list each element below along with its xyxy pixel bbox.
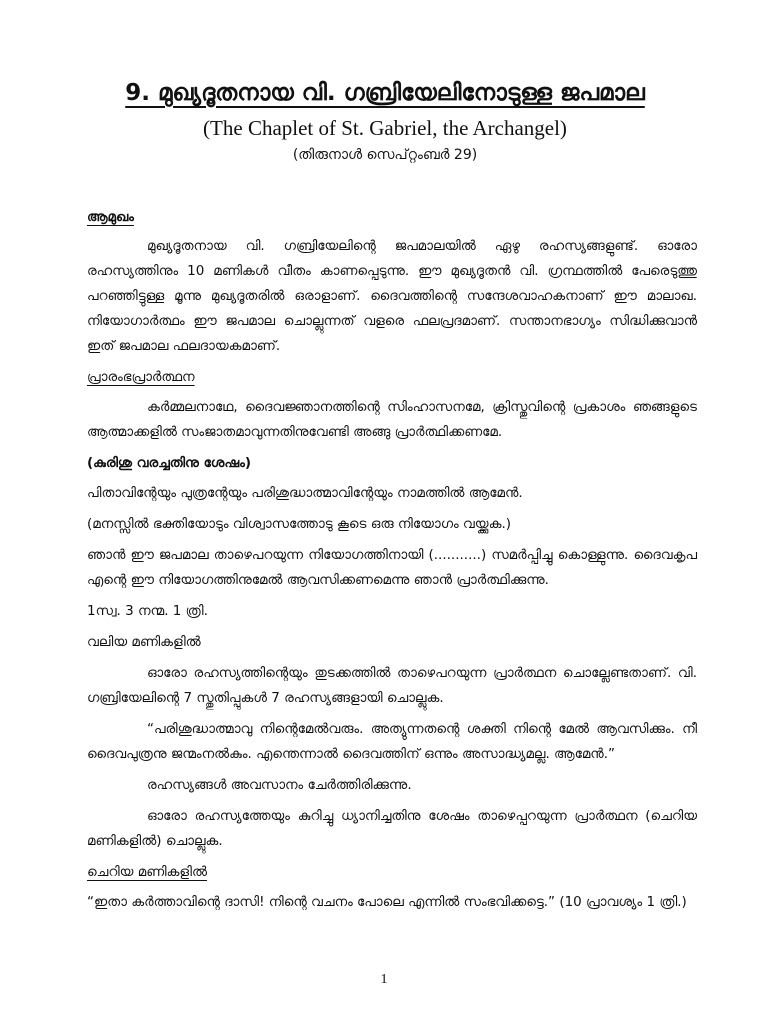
intention-note: (മനസ്സിൽ ഭക്തിയോടും വിശ്വാസത്തോടു കൂടെ ഒരു നിയോഗം വയ്ക്കുക.)	[87, 516, 512, 532]
intro-heading: ആമുഖം	[87, 209, 134, 225]
document-body	[87, 205, 697, 921]
page-title: 9. മുഖ്യദൂതനായ വി. ഗബ്രിയേലിനോടുള്ള ജപമാല	[125, 80, 645, 106]
small-beads-prayer: “ഇതാ കർത്താവിന്റെ ദാസി! നിന്റെ വചനം പോലെ എന്നിൽ സംഭവിക്കട്ടെ.” (10 പ്രാവശ്യം 1 ത്രി.)	[87, 894, 687, 910]
meditation-paragraph: ഓരോ രഹസ്യത്തേയും കുറിച്ചു ധ്യാനിച്ചതിനു ശേഷം താഴെപ്പറയുന്ന പ്രാർത്ഥന (ചെറിയ മണികളിൽ) ചൊല്ലുക.	[87, 808, 697, 849]
offering-paragraph: ഞാൻ ഈ ജപമാല താഴെപറയുന്ന നിയോഗത്തിനായി (...........) സമർപ്പിച്ചു കൊള്ളുന്നു. ദൈവകൃപ എന്റെ ഈ നിയോഗത്തിനുമേൽ ആവസിക്കണമെന്നു ഞാൻ പ്രാർത്ഥിക്കുന്നു.	[87, 547, 697, 588]
english-subtitle: (The Chaplet of St. Gabriel, the Archangel)	[203, 116, 567, 140]
feast-date: (തിരുനാൾ സെപ്റ്റംബർ 29)	[292, 147, 478, 163]
opening-prayer-heading: പ്രാരംഭപ്രാർത്ഥന	[87, 369, 195, 385]
cross-heading: (കുരിശു വരച്ചതിനു ശേഷം)	[87, 455, 252, 471]
opening-prayer-paragraph: കർമ്മലനാഥേ, ദൈവജ്ഞാനത്തിന്റെ സിംഹാസനമേ, ക്രിസ്തുവിന്റെ പ്രകാശം ഞങ്ങളുടെ ആത്മാക്കളിൽ സംജാതമാവുന്നതിനുവേണ്ടി അങ്ങു പ്രാർത്ഥിക്കണമേ.	[87, 399, 697, 440]
large-beads-label: വലിയ മണികളിൽ	[87, 634, 201, 650]
sign-of-cross-text: പിതാവിന്റേയും പുത്രന്റേയും പരിശുദ്ധാത്മാവിന്റേയും നാമത്തിൽ ആമേൻ.	[87, 485, 523, 501]
small-beads-heading: ചെറിയ മണികളിൽ	[87, 864, 207, 880]
intro-paragraph: മുഖ്യദൂതനായ വി. ഗബ്രിയേലിന്റെ ജപമാലയിൽ ഏഴു രഹസ്യങ്ങളുണ്ട്. ഓരോ രഹസ്യത്തിനും 10 മണികൾ വീതം കാണപ്പെടുന്നു. ഈ മുഖ്യദൂതൻ വി. ഗ്രന്ഥത്തിൽ പേരെടുത്തു പറഞ്ഞിട്ടുള്ള മൂന്നു മുഖ്യദൂതരിൽ ഒരാളാണ്. ദൈവത്തിന്റെ സന്ദേശവാഹകനാണ് ഈ മാലാഖ. നിയോഗാർത്ഥം ഈ ജപമാല ചൊല്ലുന്നത് വളരെ ഫലപ്രദമാണ്. സന്താനഭാഗ്യം സിദ്ധിക്കുവാൻ ഇത് ജപമാല ഫലദായകമാണ്.	[87, 238, 697, 354]
large-beads-paragraph: ഓരോ രഹസ്യത്തിന്റെയും തുടക്കത്തിൽ താഴെപറയുന്ന പ്രാർത്ഥന ചൊല്ലേണ്ടതാണ്. വി. ഗബ്രിയേലിന്റെ 7 സ്തുതിപ്പുകൾ 7 രഹസ്യങ്ങളായി ചൊല്ലുക.	[87, 665, 697, 706]
mysteries-note: രഹസ്യങ്ങൾ അവസാനം ചേർത്തിരിക്കുന്നു.	[147, 777, 412, 793]
prayers-abbreviation: 1സ്വ. 3 നന്മ. 1 ത്രി.	[87, 603, 208, 619]
page-number: 1	[380, 972, 388, 987]
gabriel-quote: “പരിശുദ്ധാത്മാവു നിന്റെമേൽവരും. അത്യുന്നതന്റെ ശക്തി നിന്റെ മേൽ ആവസിക്കും. നീ ദൈവപുത്രനു ജന്മംനൽകും. എന്തെന്നാൽ ദൈവത്തിന് ഒന്നും അസാദ്ധ്യമല്ല. ആമേൻ.”	[87, 721, 697, 762]
